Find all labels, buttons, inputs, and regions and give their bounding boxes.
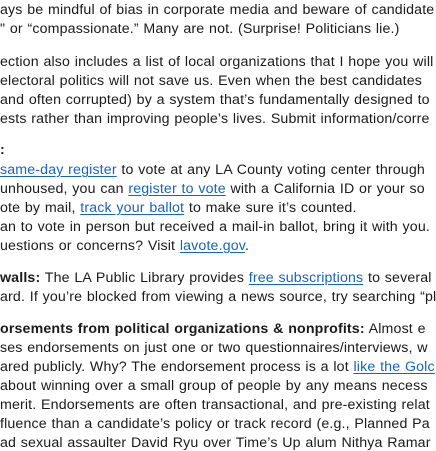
endorsements-paragraph <box>0 321 426 337</box>
line-text: : <box>0 142 5 158</box>
line-text: ses endorsements on just one or two questionnaires/interviews, w <box>0 340 428 356</box>
line-text: ard. If you’re blocked from viewing a news source, try searching “pl <box>0 289 436 305</box>
line-text: uestions or concerns? Visit <box>0 238 180 254</box>
line-text: ays be mindful of bias in corporate media and beware of candidate <box>0 2 435 18</box>
line-text: . <box>244 238 250 254</box>
text-line <box>0 92 430 108</box>
register-to-vote-link[interactable]: register to vote <box>128 181 226 197</box>
endorsements-heading: orsements from political organizations & nonprofits: <box>0 321 365 337</box>
line-text: and often corrupted) by a system that’s fundamentally designed to <box>0 92 430 108</box>
list-item <box>0 238 420 254</box>
text-line <box>0 416 430 432</box>
line-text: to vote at any LA County voting center through <box>116 162 425 178</box>
text-line <box>0 340 428 356</box>
list-item <box>0 200 420 216</box>
text-line <box>0 21 420 37</box>
line-text: to make sure it’s counted. <box>184 200 357 216</box>
line-text: fluence than a candidate’s policy or track record (e.g., Planned Pa <box>0 416 430 432</box>
text-line <box>0 378 428 394</box>
text-line <box>0 2 435 18</box>
line-text: ote by mail, <box>0 200 81 216</box>
paywalls-heading: walls: <box>0 270 41 286</box>
line-text: ared publicly. Why? The endorsement process is a lot <box>0 359 354 375</box>
text-line <box>0 435 431 451</box>
free-subscriptions-link[interactable]: free subscriptions <box>248 270 364 286</box>
line-text: with a California ID or your so <box>225 181 425 197</box>
line-text: about winning over a small group of people by any means necess <box>0 378 428 394</box>
golden-globes-link[interactable]: like the Golc <box>353 359 435 375</box>
line-text: merit. Endorsements are often transactional, and pre-existing relat <box>0 397 430 413</box>
line-text: an to vote in person but received a mail-in ballot, bring it with you. <box>0 219 430 235</box>
list-item <box>0 219 430 235</box>
same-day-register-link[interactable]: same-day register <box>0 162 117 178</box>
text-line <box>0 359 435 375</box>
line-text: to several <box>363 270 432 286</box>
line-text: electoral politics will not save us. Even when the best candidates <box>0 73 423 89</box>
track-your-ballot-link[interactable]: track your ballot <box>80 200 185 216</box>
text-line <box>0 111 430 127</box>
text-line <box>0 54 434 70</box>
text-line <box>0 73 423 89</box>
line-text: ad sexual assaulter David Ryu over Time’s Up alum Nithya Ramar <box>0 435 431 451</box>
line-text: unhoused, you can <box>0 181 129 197</box>
line-text: ests rather than improving people’s lives. Submit information/corre <box>0 111 430 127</box>
section-heading <box>0 142 420 158</box>
lavote-gov-link[interactable]: lavote.gov <box>179 238 245 254</box>
text-line <box>0 289 436 305</box>
line-text: Almost e <box>364 321 426 337</box>
list-item <box>0 162 425 178</box>
line-text: " or “compassionate.” Many are not. (Surprise! Politicians lie.) <box>0 21 400 37</box>
list-item <box>0 181 425 197</box>
line-text: The LA Public Library provides <box>40 270 249 286</box>
text-line <box>0 397 430 413</box>
line-text: ection also includes a list of local organizations that I hope you will <box>0 54 434 70</box>
paywalls-paragraph <box>0 270 432 286</box>
